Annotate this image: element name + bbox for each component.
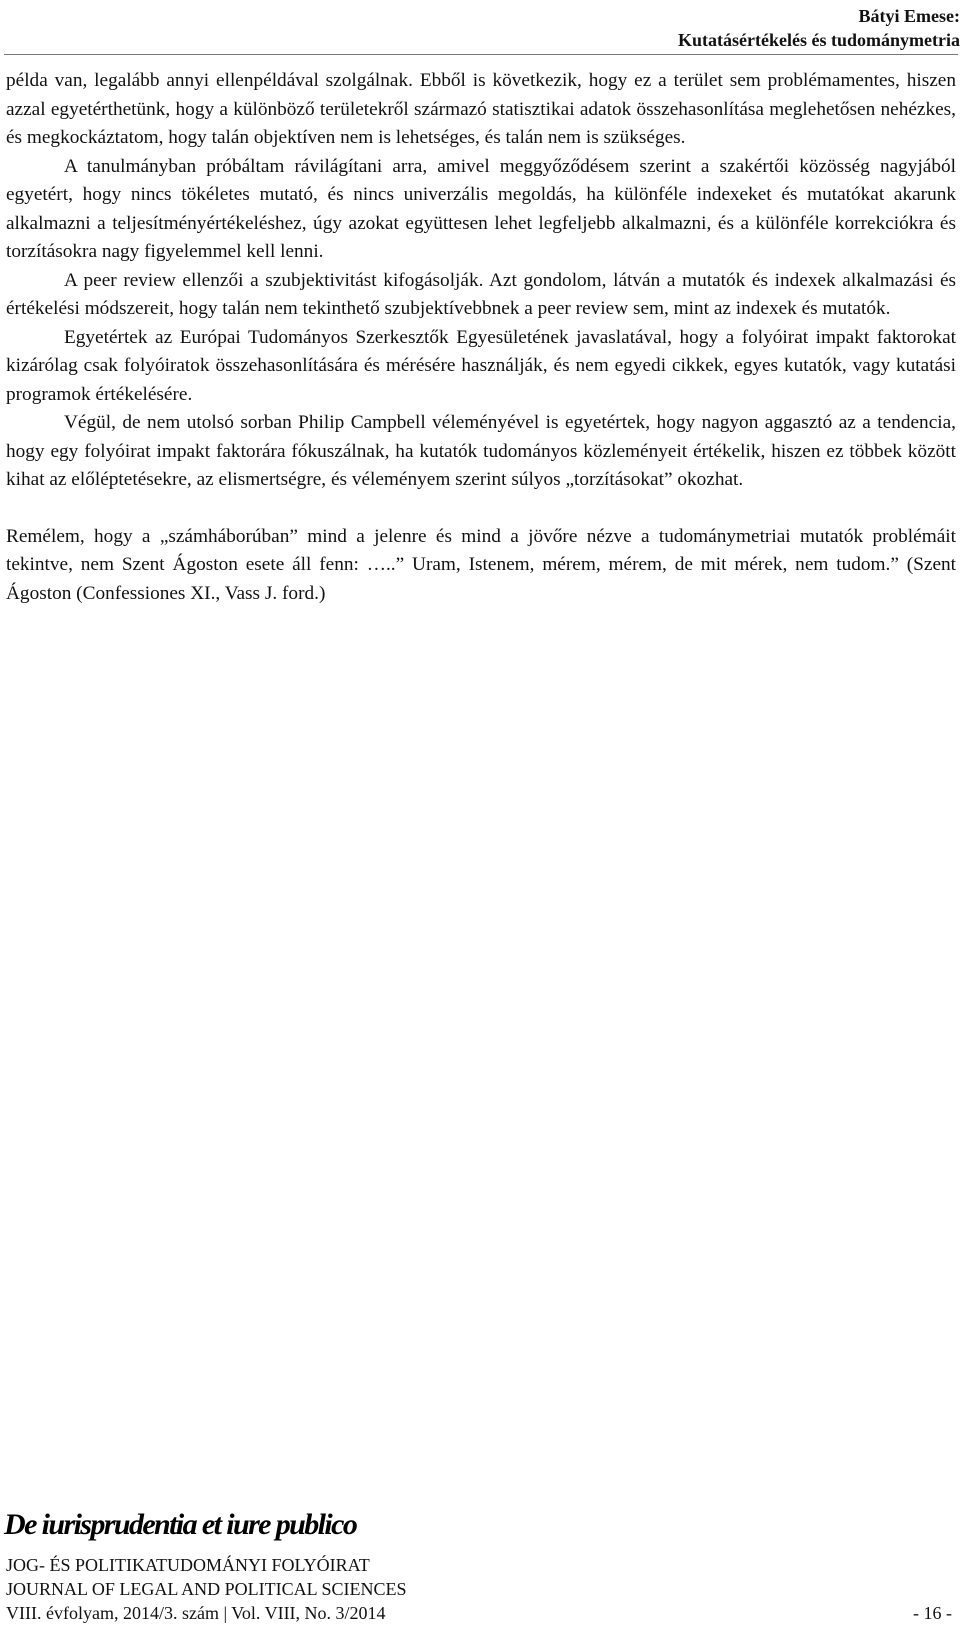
issue-info: VIII. évfolyam, 2014/3. szám | Vol. VIII, No. 3/2014 xyxy=(6,1603,386,1623)
paragraph-1: példa van, legalább annyi ellenpéldával szolgálnak. Ebből is következik, hogy ez a terület sem problémamentes, hiszen azzal egyetérthetünk, hogy a különböző területekről származó statisztikai adatok összehasonlítása meglehetősen nehézkes, és megkockáztatom, hogy talán objektíven nem is lehetséges, és talán nem is szükséges. xyxy=(6,70,956,148)
closing-paragraph: Remélem, hogy a „számháborúban” mind a jelenre és mind a jövőre nézve a tudománymetriai mutatók problémáit tekintve, nem Szent Ágoston esete áll fenn: …..” Uram, Istenem, mérem, mérem, de mit mérek, nem tudom.” (Szent Ágoston (Confessiones XI., Vass J. ford.) xyxy=(6,525,956,604)
running-header xyxy=(10,4,960,52)
paragraph-4: Egyetértek az Európai Tudományos Szerkesztők Egyesületének javaslatával, hogy a folyóirat impakt faktorokat kizárólag csak folyóiratok összehasonlítására és mérésére használják, és nem egyedi cikkek, egyes kutatók, vagy kutatási programok értékelésére. xyxy=(6,326,956,405)
header-title: Kutatásértékelés és tudománymetria xyxy=(678,30,960,50)
journal-title: De iurisprudentia et iure publico xyxy=(4,1508,357,1541)
paragraph-3: A peer review ellenzői a szubjektivitást kifogásolják. Azt gondolom, látván a mutatók és indexek alkalmazási és értékelési módszereit, hogy talán nem tekinthető szubjektívebbnek a peer review sem, mint az indexek és mutatók. xyxy=(6,269,956,319)
header-author: Bátyi Emese: xyxy=(858,6,960,26)
article-body xyxy=(6,67,956,608)
page-number: - 16 - xyxy=(913,1603,952,1623)
journal-subtitle-en: JOURNAL OF LEGAL AND POLITICAL SCIENCES xyxy=(6,1579,407,1599)
paragraph-spacer xyxy=(6,495,956,523)
issue-line xyxy=(6,1602,956,1624)
paragraph-2: A tanulmányban próbáltam rávilágítani arra, amivel meggyőződésem szerint a szakértői közösség nagyjából egyetért, hogy nincs tökéletes mutató, és nincs univerzális megoldás, ha különféle indexeket és mutatókat akarunk alkalmazni a teljesítményértékeléshez, úgy azokat együttesen lehet legfeljebb alkalmazni, és a különféle korrekciókra és torzításokra nagy figyelemmel kell lenni. xyxy=(6,155,956,262)
header-divider xyxy=(4,54,958,55)
journal-subtitle-hu: JOG- ÉS POLITIKATUDOMÁNYI FOLYÓIRAT xyxy=(6,1555,370,1575)
paragraph-5: Végül, de nem utolsó sorban Philip Campbell véleményével is egyetértek, hogy nagyon aggasztó az a tendencia, hogy egy folyóirat impakt faktorára fókuszálnak, ha kutatók tudományos közleményeit értékelik, hiszen ez többek között kihat az előléptetésekre, az elismertségre, és véleményem szerint súlyos „torzításokat” okozhat. xyxy=(6,412,956,490)
